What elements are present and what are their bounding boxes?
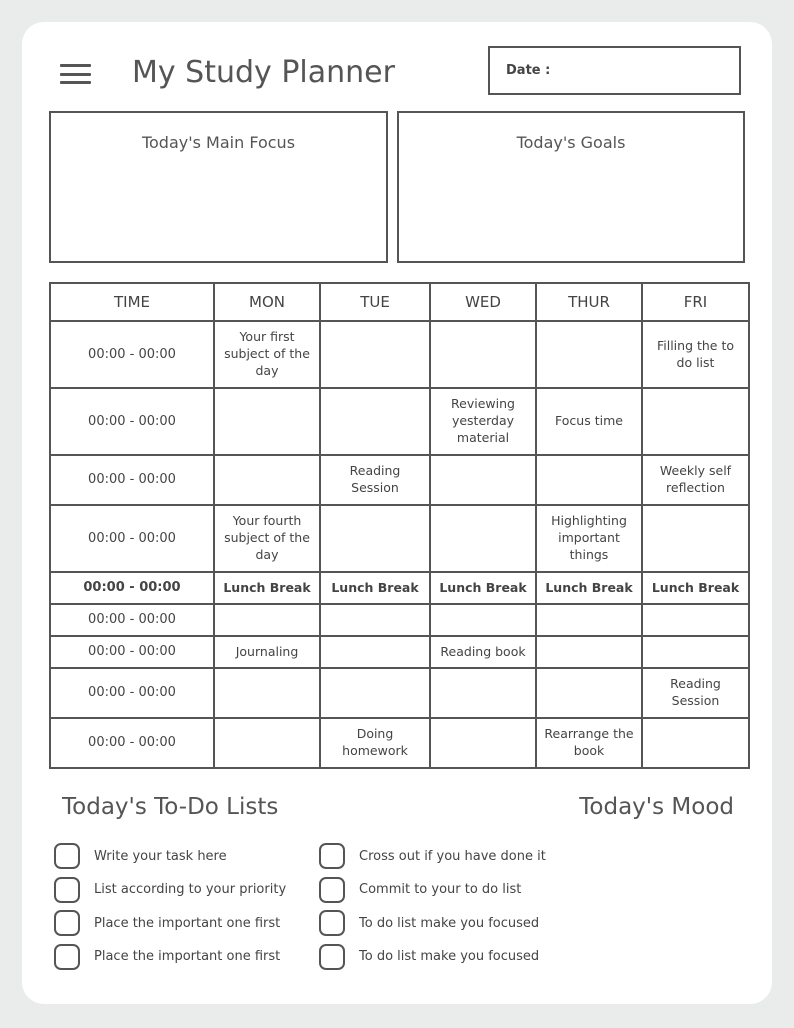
todo-checkbox[interactable] [319,843,345,869]
time-cell[interactable]: 00:00 - 00:00 [50,455,214,505]
schedule-cell[interactable]: Weekly self reflection [642,455,749,505]
menu-icon[interactable] [60,64,91,84]
todo-text: To do list make you focused [359,949,540,965]
schedule-cell[interactable] [536,455,642,505]
time-cell[interactable]: 00:00 - 00:00 [50,572,214,604]
table-row [50,455,749,505]
todo-checkbox[interactable] [54,910,80,936]
todo-text: To do list make you focused [359,915,540,931]
lunch-break-row [50,572,749,604]
table-row [50,505,749,572]
table-row [50,636,749,668]
schedule-cell[interactable]: Filling the to do list [642,321,749,388]
schedule-cell[interactable]: Lunch Break [214,572,320,604]
main-focus-label: Today's Main Focus [141,133,296,152]
column-header: MON [214,283,320,321]
time-cell[interactable]: 00:00 - 00:00 [50,636,214,668]
column-header: FRI [642,283,749,321]
schedule-cell[interactable]: Rearrange the book [536,718,642,768]
schedule-cell[interactable] [214,718,320,768]
todo-item [54,843,294,870]
schedule-cell[interactable] [430,718,536,768]
schedule-cell[interactable] [320,505,430,572]
schedule-cell[interactable] [536,668,642,718]
date-label: Date : [506,63,551,78]
schedule-cell[interactable]: Your fourth subject of the day [214,505,320,572]
time-cell[interactable]: 00:00 - 00:00 [50,505,214,572]
schedule-cell[interactable]: Reading Session [320,455,430,505]
time-cell[interactable]: 00:00 - 00:00 [50,668,214,718]
schedule-cell[interactable] [320,604,430,636]
time-cell[interactable]: 00:00 - 00:00 [50,718,214,768]
page-title: My Study Planner [132,55,395,90]
schedule-cell[interactable]: Highlighting important things [536,505,642,572]
schedule-cell[interactable] [214,668,320,718]
schedule-cell[interactable] [430,505,536,572]
schedule-cell[interactable] [320,636,430,668]
todo-item [54,910,294,937]
schedule-cell[interactable]: Lunch Break [430,572,536,604]
main-focus-box[interactable] [49,111,388,263]
schedule-cell[interactable]: Reading Session [642,668,749,718]
schedule-cell[interactable] [642,388,749,455]
goals-box[interactable] [397,111,745,263]
schedule-cell[interactable] [214,388,320,455]
schedule-cell[interactable] [320,668,430,718]
schedule-cell[interactable]: Focus time [536,388,642,455]
schedule-cell[interactable] [536,604,642,636]
schedule-cell[interactable] [320,321,430,388]
todo-checkbox[interactable] [319,910,345,936]
todo-checkbox[interactable] [54,843,80,869]
table-row [50,604,749,636]
time-cell[interactable]: 00:00 - 00:00 [50,388,214,455]
column-header: WED [430,283,536,321]
date-field[interactable] [488,46,741,95]
todo-item [319,944,559,971]
column-header: TIME [50,283,214,321]
schedule-cell[interactable] [214,455,320,505]
schedule-cell[interactable] [642,604,749,636]
schedule-cell[interactable]: Your first subject of the day [214,321,320,388]
schedule-header-row [50,283,749,321]
todo-checkbox[interactable] [319,944,345,970]
schedule-cell[interactable] [642,505,749,572]
todo-item [319,843,559,870]
schedule-cell[interactable]: Journaling [214,636,320,668]
schedule-cell[interactable] [536,321,642,388]
schedule-cell[interactable] [536,636,642,668]
schedule-cell[interactable] [430,321,536,388]
table-row [50,388,749,455]
schedule-cell[interactable] [430,668,536,718]
schedule-cell[interactable] [642,636,749,668]
schedule-cell[interactable] [320,388,430,455]
table-row [50,668,749,718]
schedule-table [49,282,750,769]
table-row [50,321,749,388]
todo-text: Commit to your to do list [359,882,522,898]
todo-list-right [319,843,559,970]
todo-item [319,910,559,937]
schedule-cell[interactable] [430,604,536,636]
todo-item [319,877,559,904]
schedule-cell[interactable] [642,718,749,768]
todo-text: Place the important one first [94,949,281,965]
table-row [50,718,749,768]
column-header: TUE [320,283,430,321]
time-cell[interactable]: 00:00 - 00:00 [50,604,214,636]
schedule-cell[interactable]: Lunch Break [536,572,642,604]
todo-item [54,877,294,904]
schedule-cell[interactable]: Lunch Break [320,572,430,604]
goals-label: Today's Goals [516,133,626,152]
todo-text: Cross out if you have done it [359,848,546,864]
todo-checkbox[interactable] [319,877,345,903]
todo-heading: Today's To-Do Lists [62,794,279,820]
schedule-cell[interactable]: Lunch Break [642,572,749,604]
todo-list-left [54,843,294,970]
column-header: THUR [536,283,642,321]
todo-text: Place the important one first [94,915,281,931]
todo-text: Write your task here [94,848,227,864]
mood-heading: Today's Mood [579,794,734,820]
schedule-cell[interactable] [430,455,536,505]
schedule-cell[interactable]: Doing homework [320,718,430,768]
todo-item [54,944,294,971]
time-cell[interactable]: 00:00 - 00:00 [50,321,214,388]
todo-checkbox[interactable] [54,944,80,970]
schedule-cell[interactable]: Reviewing yesterday material [430,388,536,455]
schedule-cell[interactable] [214,604,320,636]
todo-checkbox[interactable] [54,877,80,903]
schedule-cell[interactable]: Reading book [430,636,536,668]
todo-text: List according to your priority [94,882,287,898]
